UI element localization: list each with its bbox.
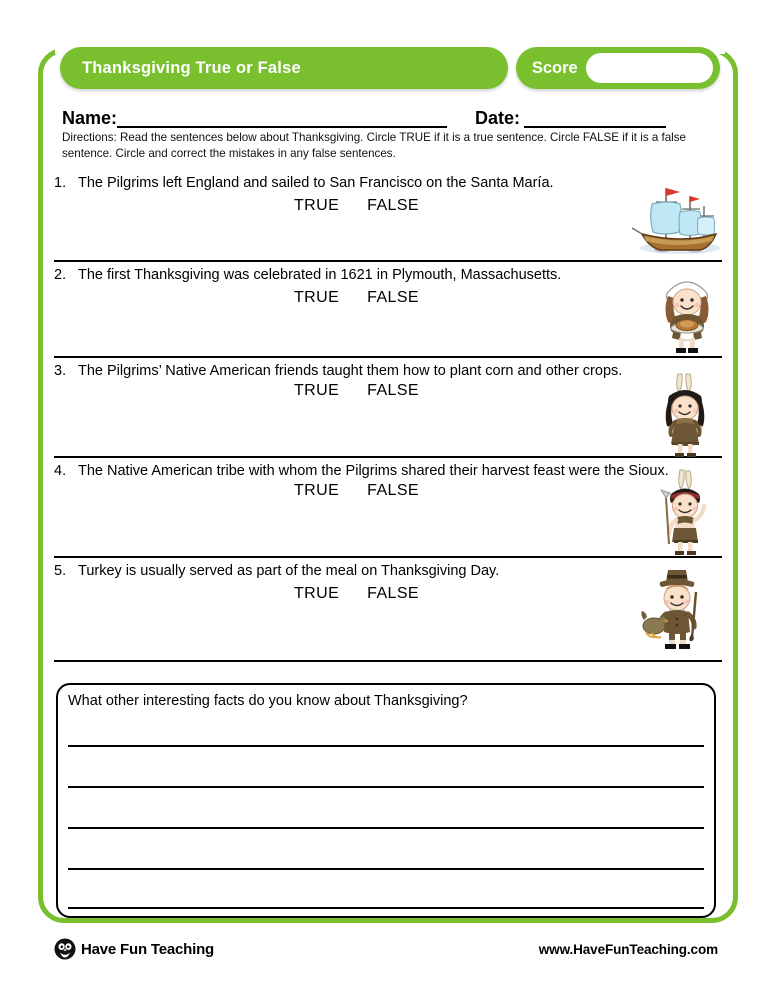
response-line[interactable] [68, 827, 704, 829]
false-option[interactable]: FALSE [367, 482, 419, 499]
response-line[interactable] [68, 786, 704, 788]
true-false-options [54, 482, 722, 500]
response-line[interactable] [68, 868, 704, 870]
response-prompt: What other interesting facts do you know about Thanksgiving? [68, 693, 468, 709]
score-label: Score [531, 58, 578, 77]
brand-lockup [54, 938, 214, 960]
owl-badge-icon [54, 938, 76, 960]
question-number: 3. [54, 363, 67, 379]
questions-list [54, 170, 722, 662]
question-text: The first Thanksgiving was celebrated in 1621 in Plymouth, Massachusetts. [78, 267, 562, 283]
page-title: Thanksgiving True or False [82, 58, 301, 77]
date-label: Date: [475, 108, 521, 128]
true-option[interactable]: TRUE [294, 382, 340, 399]
true-false-options [54, 382, 722, 400]
title-pill [60, 47, 508, 89]
true-false-options [54, 289, 722, 307]
date-input[interactable] [524, 108, 666, 128]
question-item [54, 358, 722, 458]
question-number: 4. [54, 463, 67, 479]
page-footer [54, 934, 718, 964]
question-text: The Pilgrims’ Native American friends taught them how to plant corn and other crops. [78, 363, 623, 379]
question-text-row [54, 358, 722, 381]
false-option[interactable]: FALSE [367, 382, 419, 399]
question-number: 5. [54, 563, 67, 579]
true-false-options [54, 585, 722, 603]
open-response-box [56, 683, 716, 918]
true-false-options [54, 197, 722, 215]
site-url[interactable]: www.HaveFunTeaching.com [538, 941, 718, 957]
question-text: Turkey is usually served as part of the meal on Thanksgiving Day. [78, 563, 500, 579]
name-date-row [62, 102, 714, 128]
question-number: 2. [54, 267, 67, 283]
directions-text: Directions: Read the sentences below about Thanksgiving. Circle TRUE if it is a true sentence. Circle FALSE if it is a false sentence. Circle and correct the mistakes in any false sentences. [62, 131, 686, 160]
name-input[interactable] [117, 108, 447, 128]
false-option[interactable]: FALSE [367, 585, 419, 602]
worksheet-header [60, 46, 720, 90]
question-item [54, 170, 722, 262]
question-text: The Pilgrims left England and sailed to San Francisco on the Santa María. [78, 175, 554, 191]
brand-name: Have Fun Teaching [81, 940, 215, 958]
question-item [54, 558, 722, 662]
question-text-row [54, 458, 722, 481]
score-input[interactable] [586, 53, 713, 83]
score-pill [516, 47, 720, 89]
question-number: 1. [54, 175, 67, 191]
false-option[interactable]: FALSE [367, 289, 419, 306]
name-label: Name: [62, 108, 118, 128]
question-text-row [54, 170, 722, 193]
true-option[interactable]: TRUE [294, 197, 340, 214]
true-option[interactable]: TRUE [294, 585, 340, 602]
question-text: The Native American tribe with whom the Pilgrims shared their harvest feast were the Sioux. [78, 463, 669, 479]
true-option[interactable]: TRUE [294, 482, 340, 499]
response-line[interactable] [68, 907, 704, 909]
true-option[interactable]: TRUE [294, 289, 340, 306]
question-item [54, 262, 722, 358]
question-text-row [54, 558, 722, 581]
false-option[interactable]: FALSE [367, 197, 419, 214]
question-item [54, 458, 722, 558]
response-line[interactable] [68, 745, 704, 747]
question-text-row [54, 262, 722, 285]
